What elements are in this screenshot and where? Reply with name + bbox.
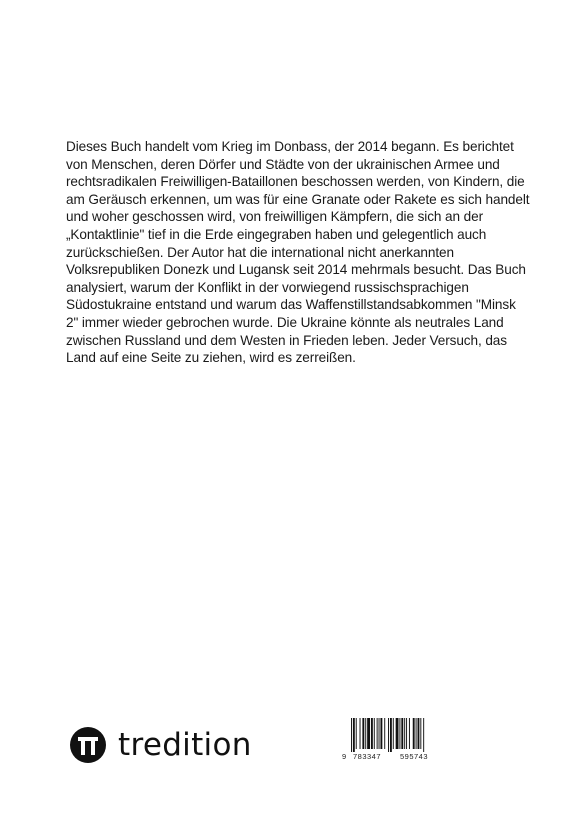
publisher-name: tredition	[118, 726, 252, 763]
publisher-logo	[70, 725, 252, 765]
barcode-bar	[420, 718, 421, 749]
blurb-line: von Menschen, deren Dörfer und Städte von der ukrainischen Armee und	[66, 156, 500, 172]
barcode-bar	[423, 718, 424, 752]
blurb-line: analysiert, warum der Konflikt in der vorwiegend russischsprachigen	[66, 279, 469, 295]
blurb-line: Südostukraine entstand und warum das Waffenstillstandsabkommen "Minsk	[66, 297, 516, 313]
isbn-barcode	[342, 718, 442, 772]
barcode-bar	[399, 718, 400, 749]
barcode-bar	[416, 718, 417, 749]
barcode-bar	[351, 718, 352, 752]
blurb-line: Dieses Buch handelt vom Krieg im Donbass, der 2014 begann. Es berichtet	[66, 139, 514, 154]
barcode-bar	[418, 718, 420, 749]
barcode-bar	[371, 718, 373, 749]
blurb-line: am Geräusch erkennen, um was für eine Granate oder Rakete es sich handelt	[66, 191, 530, 207]
blurb-line: „Kontaktlinie" tief in die Erde eingegraben haben und gelegentlich auch	[66, 226, 487, 242]
blurb-line: und woher geschossen wird, von freiwilligen Kämpfern, die sich an der	[66, 209, 483, 225]
barcode-bar	[413, 718, 415, 749]
isbn-left-group: 783347	[353, 752, 382, 761]
blurb-line: Volksrepubliken Donezk und Lugansk seit 2014 mehrmals besucht. Das Buch	[66, 262, 526, 278]
barcode-bar	[356, 718, 357, 749]
blurb-line: Land auf eine Seite zu ziehen, wird es zerreißen.	[66, 350, 356, 366]
barcode-bar	[396, 718, 399, 749]
barcode-bar	[409, 718, 410, 749]
barcode-bar	[362, 718, 364, 749]
barcode-bar	[379, 718, 380, 749]
tredition-logo-icon	[70, 727, 106, 763]
blurb-line: zwischen Russland und dem Westen in Frieden leben. Jeder Versuch, das	[66, 332, 507, 348]
barcode-bar	[390, 718, 392, 752]
blurb-line: zurückschießen. Der Autor hat die international nicht anerkannten	[66, 244, 454, 260]
barcode-bar	[365, 718, 366, 749]
isbn-right-group: 595743	[400, 752, 429, 761]
barcode-bar	[360, 718, 361, 749]
barcode-bar	[393, 718, 394, 749]
barcode-bar	[377, 718, 378, 749]
back-cover-blurb	[66, 138, 530, 367]
barcode-bar	[374, 718, 375, 749]
barcode-bar	[401, 718, 403, 749]
barcode-bar	[367, 718, 370, 749]
barcode-bar	[404, 718, 405, 749]
barcode-bar	[388, 718, 389, 752]
barcode-bars	[342, 718, 446, 752]
barcode-bar	[380, 718, 382, 749]
isbn-first-digit: 9	[342, 752, 347, 761]
blurb-line: rechtsradikalen Freiwilligen-Bataillonen beschossen werden, von Kindern, die	[66, 174, 525, 190]
barcode-bar	[353, 718, 355, 752]
barcode-bar	[384, 718, 385, 749]
barcode-bar	[406, 718, 407, 749]
blurb-line: 2" immer wieder gebrochen wurde. Die Ukraine könnte als neutrales Land	[66, 314, 504, 330]
